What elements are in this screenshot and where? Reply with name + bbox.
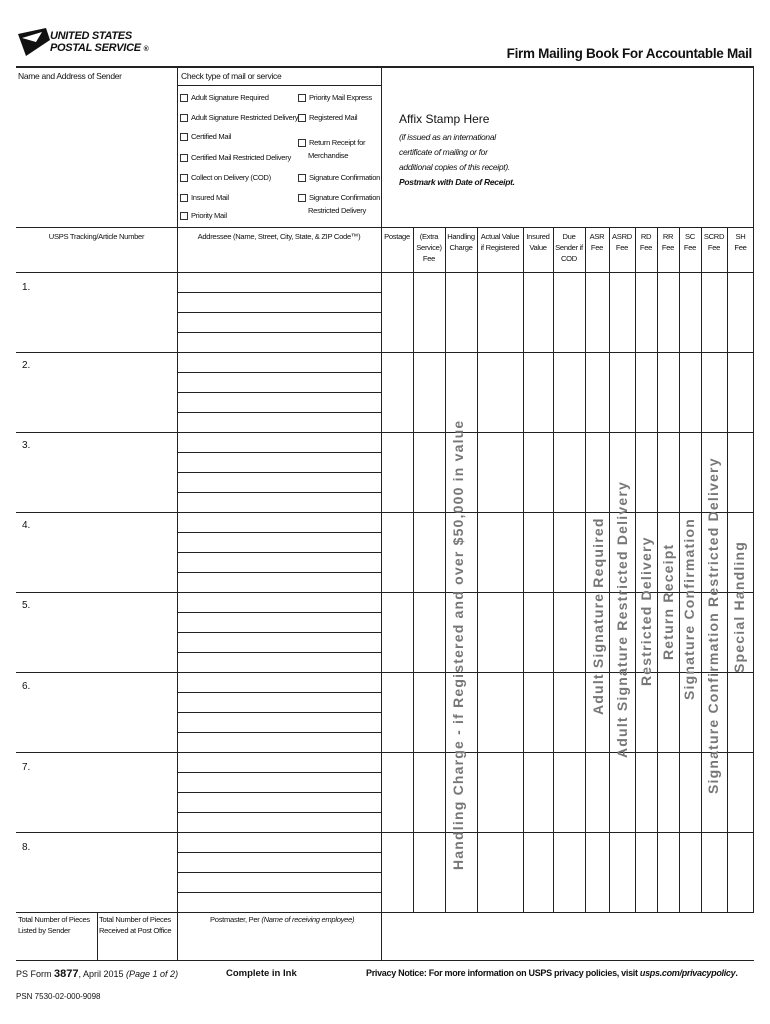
checkbox-cod[interactable]: Collect on Delivery (COD) <box>180 173 271 183</box>
vertical-scrd-text: Signature Confirmation Restricted Delivery <box>705 457 721 794</box>
grid-line <box>635 227 636 912</box>
grid-line <box>16 512 754 513</box>
grid-line <box>177 472 381 473</box>
stamp-note: (if issued as an international certificate of mailing or for additional copies of this receipt). Postmark with Date of Receipt. <box>399 132 515 187</box>
col-rr: RR Fee <box>661 232 675 252</box>
vertical-asr-text: Adult Signature Required <box>590 517 606 715</box>
col-sc: SC Fee <box>683 232 697 252</box>
checkbox-adult-signature-required[interactable]: Adult Signature Required <box>180 93 269 103</box>
grid-line <box>177 227 178 960</box>
checkbox-priority-express[interactable]: Priority Mail Express <box>298 93 372 103</box>
privacy-notice: Privacy Notice: For more information on USPS privacy policies, visit usps.com/privacypolicy. <box>366 968 738 978</box>
row-number: 6. <box>22 681 31 692</box>
row-number: 8. <box>22 842 31 853</box>
col-extra-fee: (Extra Service) Fee <box>416 232 442 263</box>
grid-line <box>16 272 754 273</box>
grid-line <box>177 732 381 733</box>
grid-line <box>177 712 381 713</box>
grid-line <box>177 412 381 413</box>
grid-line <box>177 892 381 893</box>
grid-line <box>413 227 414 912</box>
privacy-link[interactable]: usps.com/privacypolicy <box>639 968 736 978</box>
grid-line <box>523 227 524 912</box>
grid-line <box>585 227 586 912</box>
grid-line <box>445 227 446 912</box>
grid-line <box>16 752 754 753</box>
col-sh: SH Fee <box>734 232 747 252</box>
checkbox-return-receipt[interactable]: Return Receipt for <box>298 138 365 148</box>
col-asr: ASR Fee <box>589 232 605 252</box>
header-rule <box>16 227 754 228</box>
grid-line <box>553 227 554 912</box>
checkbox-adult-signature-restricted[interactable]: Adult Signature Restricted Delivery <box>180 113 298 123</box>
grid-line <box>177 392 381 393</box>
vertical-sh-text: Special Handling <box>731 541 747 673</box>
total-pieces-post-office: Total Number of Pieces Received at Post Office <box>99 915 172 935</box>
psn: PSN 7530-02-000-9098 <box>16 992 101 1001</box>
grid-line <box>16 960 754 961</box>
grid-line <box>753 67 754 912</box>
grid-line <box>177 852 381 853</box>
col-addressee: Addressee (Name, Street, City, State, & ZIP Code™) <box>197 232 361 241</box>
checkbox-insured-mail[interactable]: Insured Mail <box>180 193 229 203</box>
postmaster-label: Postmaster, Per (Name of receiving employee) <box>210 915 355 924</box>
row-number: 7. <box>22 762 31 773</box>
grid-line <box>727 227 728 912</box>
row-number: 5. <box>22 600 31 611</box>
vertical-rd-text: Restricted Delivery <box>638 536 654 686</box>
top-rule <box>16 66 754 68</box>
checkbox-certified-mail[interactable]: Certified Mail <box>180 132 231 142</box>
grid-line <box>177 532 381 533</box>
complete-in-ink: Complete in Ink <box>226 968 297 979</box>
grid-line <box>177 372 381 373</box>
mail-type-label: Check type of mail or service <box>181 71 282 81</box>
grid-line <box>177 652 381 653</box>
grid-line <box>177 552 381 553</box>
col-asrd: ASRD Fee <box>612 232 632 252</box>
grid-line <box>177 332 381 333</box>
vertical-asrd-text: Adult Signature Restricted Delivery <box>614 481 630 758</box>
grid-line <box>177 772 381 773</box>
checkbox-signature-confirmation[interactable]: Signature Confirmation <box>298 173 380 183</box>
form-number: PS Form 3877, April 2015 (Page 1 of 2) <box>16 968 179 980</box>
grid-line <box>657 227 658 912</box>
vertical-handling-text: Handling Charge - if Registered and over $50,000 in value <box>450 419 466 870</box>
usps-logo-text: UNITED STATES POSTAL SERVICE ® <box>50 30 149 54</box>
grid-line <box>609 227 610 912</box>
checkbox-registered-mail[interactable]: Registered Mail <box>298 113 357 123</box>
grid-line <box>16 352 754 353</box>
stamp-title: Affix Stamp Here <box>399 112 490 126</box>
grid-line <box>701 227 702 912</box>
checkbox-signature-confirmation-restricted[interactable]: Signature Confirmation <box>298 193 380 203</box>
checkbox-certified-restricted[interactable]: Certified Mail Restricted Delivery <box>180 153 291 163</box>
grid-line <box>177 572 381 573</box>
col-rd: RD Fee <box>639 232 653 252</box>
col-handling: Handling Charge <box>447 232 475 252</box>
grid-line <box>16 432 754 433</box>
grid-line <box>177 632 381 633</box>
row-number: 1. <box>22 282 31 293</box>
col-due-sender: Due Sender if COD <box>555 232 583 263</box>
checkbox-return-receipt-line2: Merchandise <box>308 151 349 160</box>
grid-line <box>477 227 478 912</box>
divider <box>177 85 381 86</box>
sender-label: Name and Address of Sender <box>18 71 122 81</box>
grid-line <box>177 612 381 613</box>
col-postage: Postage <box>384 232 410 241</box>
col-scrd: SCRD Fee <box>703 232 725 252</box>
row-number: 3. <box>22 440 31 451</box>
grid-line <box>177 452 381 453</box>
grid-line <box>679 227 680 912</box>
checkbox-scrd-line2: Restricted Delivery <box>308 206 367 215</box>
grid-line <box>177 692 381 693</box>
col-actual-value: Actual Value if Registered <box>480 232 520 252</box>
row-number: 4. <box>22 520 31 531</box>
grid-line <box>381 227 382 960</box>
checkbox-priority-mail[interactable]: Priority Mail <box>180 211 227 221</box>
grid-line <box>177 872 381 873</box>
col-tracking: USPS Tracking/Article Number <box>48 232 145 241</box>
total-pieces-sender: Total Number of Pieces Listed by Sender <box>18 915 90 935</box>
vertical-sc-text: Signature Confirmation <box>681 518 697 700</box>
grid-line <box>16 912 754 913</box>
grid-line <box>16 832 754 833</box>
vertical-rr-text: Return Receipt <box>660 543 676 660</box>
row-number: 2. <box>22 360 31 371</box>
grid-line <box>177 812 381 813</box>
grid-line <box>177 492 381 493</box>
col-insured-value: Insured Value <box>526 232 550 252</box>
grid-line <box>177 312 381 313</box>
grid-line <box>97 912 98 960</box>
grid-line <box>177 292 381 293</box>
page-title: Firm Mailing Book For Accountable Mail <box>506 46 752 61</box>
grid-line <box>177 792 381 793</box>
